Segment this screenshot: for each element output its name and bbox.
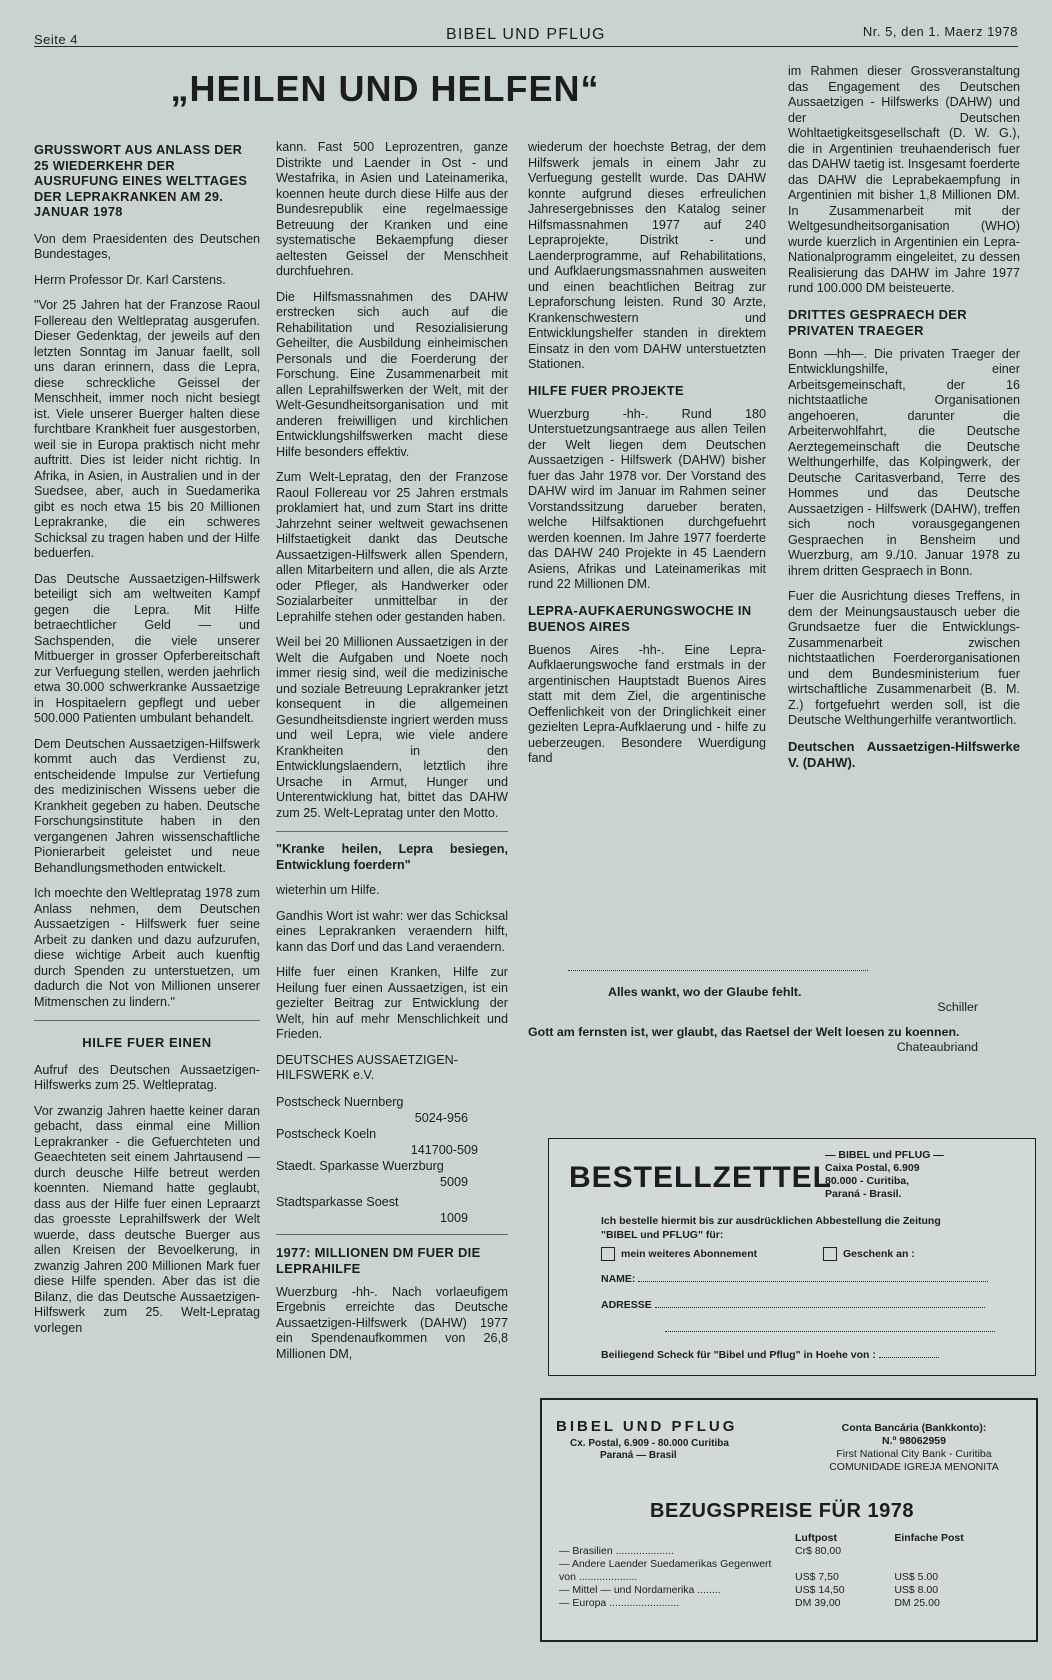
paragraph: Fuer die Ausrichtung dieses Treffens, in dem der Meinungsaustausch ueber die Grundsaetze fuer die Entwicklungs-Zusammenarbeit zwischen nichtstaatlichen Foerderorganisationen und dem Bundesministerium fuer wirtschaftliche Zusammenarbeit (B. M. Z.) fortgefuehrt werden soll, ist die Deutsche Welthungerhilfe verantwortlich. bbox=[788, 589, 1020, 727]
paragraph: Die Hilfsmassnahmen des DAHW erstrecken sich auch auf die Rehabilitation und Resozialisierung Geheilter, die Ausbildung einheimischen Personals und die Foerderung der Forschung. Eine Zusammenarbeit mit allen Leprahilfswerken der Welt, mit der Welt-Gesundheitsorganisation und mit anderen freiwilligen und kirchlichen Entwicklungshilfswerken macht diese Hilfe besonders effektiv. bbox=[276, 289, 508, 459]
price-table bbox=[556, 1532, 1026, 1610]
paragraph: kann. Fast 500 Leprozentren, ganze Distrikte und Laender in Ost - und Westafrika, in Asien und Lateinamerika, koennen heute durch diese Hilfe aus der Bundesrepublik eine regelmaessige Betreuung der Kranken und eine systematische Bekaempfung dieser aeltesten Geissel der Menschheit durchfuehren. bbox=[276, 140, 508, 278]
paper-title: BIBEL UND PFLUG bbox=[446, 26, 606, 43]
order-options bbox=[601, 1247, 1025, 1261]
option-label: mein weiteres Abonnement bbox=[621, 1247, 758, 1260]
order-statement: Ich bestelle hiermit bis zur ausdrücklichen Abbestellung die Zeitung bbox=[601, 1215, 941, 1227]
order-address bbox=[825, 1149, 1025, 1201]
paragraph: Von dem Praesidenten des Deutschen Bundestages, bbox=[34, 231, 260, 261]
paragraph: Bonn —hh—. Die privaten Traeger der Entwicklungshilfe, einer Arbeitsgemeinschaft, der 16 nichtstaatliche Organisationen angehoeren, darunter die Arbeiterwohlfahrt, die Deutsche Aerztegemeinschaft die Deutsche Welthungerhilfe, das Kolpingwerk, der Deutsche Caritasverband, Terre des Hommes und das Deutsche Aussaetzigen - Hilfswerk (DAHW), treffen sich noch vorausgegangenen Gespraechen in Bensheim und Wuerzburg, am 9./10. Januar 1978 zu ihrem dritten Gespraech in Bonn. bbox=[788, 346, 1020, 578]
name-field[interactable] bbox=[638, 1281, 988, 1282]
account-number: 5024-956 bbox=[414, 1110, 468, 1125]
bank-line: COMUNIDADE IGREJA MENONITA bbox=[829, 1461, 999, 1473]
address-line: — BIBEL und PFLUG — bbox=[825, 1149, 944, 1161]
paragraph: im Rahmen dieser Grossveranstaltung das Engagement des Deutschen Aussaetzigen - Hilfswerks (DAHW) und der Deutschen Wohltaetigkeitsgesellschaft (D. W. G.), die in Argentinien treuhaenderisch fuer das DAHW taetig ist. Insgesamt foerderte das DAHW die Leprabekaempfung in Argentinien mit bisher 1,8 Millionen DM. In Zusammenarbeit mit der Weltgesundheitsorganisation (WHO) wurde kuerzlich in Argentinien ein Lepra-Nationalprogramm eingeleitet, zu dessen Realisierung das DAHW im Jahre 1977 rund 100.000 DM beisteuerte. bbox=[788, 64, 1020, 295]
address-row-2 bbox=[665, 1323, 1025, 1335]
table-cell: US$ 5.00 bbox=[894, 1571, 939, 1583]
account-label: Stadtsparkasse Soest bbox=[276, 1194, 399, 1209]
section-heading: LEPRA-AUFKAERUNGSWOCHE IN BUENOS AIRES bbox=[528, 602, 752, 634]
table-header: Einfache Post bbox=[894, 1532, 964, 1544]
table-row bbox=[556, 1558, 1026, 1584]
paragraph: Zum Welt-Lepratag, den der Franzose Raoul Follereau vor 25 Jahren erstmals proklamiert hat, und zum Start ins dritte Jahrzehnt seiner weltweit gewachsenen Hilfstaetigkeit dankt das Deutsche Aussaetzigen-Hilfswerk allen Spendern, allen Mitarbeitern und allen, die als Arzte oder Pfleger, als Handwerker oder Sozialarbeiter unmittelbar in der Leprahilfe stehen oder gestanden haben. bbox=[276, 470, 508, 624]
account-number: 1009 bbox=[439, 1210, 468, 1225]
paragraph: "Vor 25 Jahren hat der Franzose Raoul Follereau den Weltlepratag ausgerufen. Dieser Gedenktag, der jeweils auf den letzten Sonntag im Januar faellt, soll uns daran erinnern, dass die Lepra, diese schreckliche Geissel der Menschheit, immer noch nicht besiegt ist. Viele unserer Buerger halten diese furchtbare Krankheit fuer ausgestorben, weil sie in Europa praktisch nicht mehr auftritt. Dies ist leider nicht richtig. In Afrika, in Asien, in Australien und in der Suedsee, aber, auch in Suedamerika gibt es noch etwa 15 bis 20 Millionen Leprakranke, die ein schweres Schicksal zu tragen haben und der Hilfe beduerfen. bbox=[34, 298, 260, 560]
quote: Gott am fernsten ist, wer glaubt, das Raetsel der Welt loesen zu koennen. bbox=[528, 1025, 960, 1039]
subscription-box bbox=[540, 1398, 1038, 1642]
table-header bbox=[556, 1532, 792, 1545]
paragraph: Wuerzburg -hh-. Nach vorlaeufigem Ergebnis erreichte das Deutsche Aussaetzigen-Hilfswerk (DAHW) 1977 ein Spendenaufkommen von 26,8 Millionen DM, bbox=[276, 1284, 508, 1361]
section-heading: HILFE FUER PROJEKTE bbox=[528, 382, 684, 398]
table-row bbox=[556, 1584, 1026, 1597]
paragraph: Vor zwanzig Jahren haette keiner daran gebacht, dass einmal eine Million Leprakranker - die Gefuerchteten und Geaechteten seit einem Jahrtausend — durch deusche Hilfe betreut werden koennten. Niemand hatte geglaubt, dass aus der Hilfe fuer einen Lepraarzt das groesste Leprahilfswerk der Welt wuerde, dass deutsche Buerger aus allen Kreisen der Bevoelkerung, in zwanzig Jahren 200 Millionen Mark fuer diese Hilfe spenden. Aber das ist die Bilanz, die das Deutsche Aussaetzigen-Hilfswerk zum 25. Welt-Lepratag vorlegen bbox=[34, 1103, 260, 1335]
address-field[interactable] bbox=[655, 1307, 985, 1308]
table-header-row bbox=[556, 1532, 1026, 1545]
table-cell: — Andere Laender Suedamerikas Gegenwert von .................... bbox=[559, 1558, 772, 1583]
paper-name: BIBEL UND PFLUG bbox=[556, 1418, 738, 1435]
column-1 bbox=[34, 140, 260, 1346]
paper-address bbox=[570, 1438, 729, 1462]
address-row bbox=[601, 1299, 1025, 1311]
paragraph: wieterhin um Hilfe. bbox=[276, 883, 380, 897]
quotes bbox=[528, 970, 1038, 1055]
address-field-2[interactable] bbox=[665, 1331, 995, 1332]
signature: Deutschen Aussaetzigen-Hilfswerke V. (DAHW). bbox=[788, 738, 1020, 770]
option-label: Geschenk an : bbox=[843, 1247, 915, 1260]
account-label: Postscheck Koeln bbox=[276, 1126, 377, 1141]
paragraph: Ich moechte den Weltlepratag 1978 zum Anlass nehmen, dem Deutschen Aussaetzigen - Hilfswerk fuer seine Arbeit zu danken und dazu aufzurufen, diese wichtige Arbeit auch kuenftig durch Spenden zu unterstuetzen, um dadurch die Not von Millionen unserer Mitmenschen zu lindern." bbox=[34, 886, 260, 1009]
paragraph: Wuerzburg -hh-. Rund 180 Unterstuetzungsantraege aus allen Teilen der Welt liegen dem Deutschen Aussaetzigen - Hilfswerk (DAHW) bisher fuer das Jahr 1978 vor. Der Vorstand des DAHW wird im Januar im Rahmen seiner Vorstandssitzung darueber beraten, welche Hilfsaktionen durchgefuehrt werden koennen. Im Jahre 1977 foerderte das DAHW 240 Projekte in 45 Laendern Asiens, Afrikas und Lateinamerikas mit rund 22 Millionen DM. bbox=[528, 406, 766, 591]
order-statement: "BIBEL und PFLUG" für: bbox=[601, 1229, 724, 1241]
account-label: Postscheck Nuernberg bbox=[276, 1094, 404, 1109]
name-label: NAME: bbox=[601, 1273, 636, 1285]
paragraph: Hilfe fuer einen Kranken, Hilfe zur Heilung fuer einen Aussaetzigen, ist ein gezielter Beitrag zur Entwicklung der Welt, hin auf mehr Menschlichkeit und Frieden. bbox=[276, 965, 508, 1041]
table-cell: — Europa ........................ bbox=[559, 1597, 680, 1609]
table-cell: — Mittel — und Nordamerika ........ bbox=[559, 1584, 721, 1596]
column-4 bbox=[788, 64, 1020, 771]
gift-checkbox[interactable] bbox=[823, 1247, 837, 1261]
price-title: BEZUGSPREISE FÜR 1978 bbox=[650, 1500, 914, 1522]
section-heading: HILFE FUER EINEN bbox=[82, 1035, 212, 1050]
account-list bbox=[276, 1094, 508, 1226]
divider bbox=[276, 831, 508, 832]
divider bbox=[568, 970, 868, 971]
greeting-heading: GRUSSWORT AUS ANLASS DER 25 WIEDERKEHR DER AUSRUFUNG EINES WELTTAGES DER LEPRAKRANKEN AM 29. JANUAR 1978 bbox=[34, 142, 248, 219]
quote: Alles wankt, wo der Glaube fehlt. bbox=[608, 985, 802, 999]
account-number: 141700-509 bbox=[410, 1142, 478, 1157]
address-line: 80.000 - Curitiba, bbox=[825, 1175, 910, 1187]
bank-line: First National City Bank - Curitiba bbox=[836, 1448, 992, 1460]
address-line: Paraná - Brasil. bbox=[825, 1188, 902, 1200]
paragraph: Buenos Aires -hh-. Eine Lepra-Aufklaerungswoche fand erstmals in der argentinischen Hauptstadt Buenos Aires statt mit dem Ziel, die argentinische Oeffenlichkeit von der Dringlichkeit einer gezielten Lepra-Aufklaerung und - hilfe zu ueberzeugen. Besondere Wuerdigung fand bbox=[528, 642, 766, 765]
table-header: Luftpost bbox=[795, 1532, 837, 1544]
table-cell: US$ 8.00 bbox=[894, 1584, 939, 1596]
address-label: ADRESSE bbox=[601, 1299, 652, 1311]
table-cell: DM 39,00 bbox=[795, 1597, 841, 1609]
table-cell: US$ 14,50 bbox=[795, 1584, 845, 1596]
order-form bbox=[548, 1138, 1036, 1376]
paragraph: Dem Deutschen Aussaetzigen-Hilfswerk kommt auch das Verdienst zu, entscheidende Impulse zur Vertiefung des medizinischen Wissens ueber die Krankheit gegeben zu haben. Deutsche Forschungsinstitute haben in den vergangenen Jahren wissenschaftliche Pionierarbeit geleistet und neue Behandlungsmethoden entwickelt. bbox=[34, 736, 260, 875]
column-3 bbox=[528, 140, 766, 777]
paragraph: Weil bei 20 Millionen Aussaetzigen in der Welt die Aufgaben und Noete noch immer riesig sind, weil die medizinische und soziale Betreuung Leprakranker jetzt konsequent in die allgemeinen Gesundheitsdienste ingriert werden muss und weil Lepra, wie viele andere Krankheiten in den Entwicklungslaendern, letztlich ihre Ursache in Armut, Hunger und Unterentwicklung hat, bittet das DAHW zum 25. Welt-Lepratag unter den Motto. bbox=[276, 635, 508, 820]
name-row bbox=[601, 1273, 1025, 1285]
order-form-title: BESTELLZETTEL bbox=[569, 1161, 832, 1194]
paragraph: Gandhis Wort ist wahr: wer das Schicksal eines Leprakranken veraendern hilft, kann das Dorf und das Land veraendern. bbox=[276, 908, 508, 954]
table-cell: US$ 7,50 bbox=[795, 1571, 839, 1583]
page-number: Seite 4 bbox=[34, 32, 78, 47]
organization-name: DEUTSCHES AUSSAETZIGEN-HILFSWERK e.V. bbox=[276, 1052, 458, 1082]
paragraph: wiederum der hoechste Betrag, der dem Hilfswerk jemals in einem Jahr zu Verfuegung gestellt wurde. Das DAHW konnte aufgrund dieses erfreulichen Jahresergebnisses den Katalog seiner Hilfsmassnahmen 1977 auf 240 Lepraprojekte, Distrikt - und Laenderprogramme, auf Rehabilitations, und Aufklaerungsmassnahmen ausweiten und einen beachtlichen Beitrag zur Lepraforschung leisten. Rund 30 Arzte, Krankenschwestern und Entwicklungshelfer standen in direktem Einsatz in den vom DAHW unterstuetzten Stationen. bbox=[528, 140, 766, 371]
headline: „HEILEN UND HELFEN“ bbox=[170, 68, 600, 109]
paragraph: Aufruf des Deutschen Aussaetzigen-Hilfswerks zum 25. Weltlepratag. bbox=[34, 1062, 260, 1092]
cheque-label: Beiliegend Scheck für "Bibel und Pflug" in Hoehe von : bbox=[601, 1349, 876, 1361]
section-heading: DRITTES GESPRAECH DER PRIVATEN TRAEGER bbox=[788, 306, 967, 338]
table-cell: — Brasilien .................... bbox=[559, 1545, 674, 1557]
running-header bbox=[34, 24, 1018, 47]
table-row bbox=[556, 1597, 1026, 1610]
address-line: Paraná — Brasil bbox=[600, 1450, 677, 1461]
column-2 bbox=[276, 140, 508, 1372]
subscription-checkbox[interactable] bbox=[601, 1247, 615, 1261]
quote-author: Chateaubriand bbox=[896, 1040, 978, 1054]
table-cell: Cr$ 80,00 bbox=[795, 1545, 842, 1557]
bank-account bbox=[804, 1422, 1024, 1474]
divider bbox=[276, 1234, 508, 1235]
table-cell bbox=[891, 1545, 1026, 1558]
table-cell: DM 25.00 bbox=[894, 1597, 940, 1609]
quote-author: Schiller bbox=[937, 1000, 978, 1014]
account-label: Staedt. Sparkasse Wuerzburg bbox=[276, 1158, 444, 1173]
paragraph: Herrn Professor Dr. Karl Carstens. bbox=[34, 272, 226, 287]
divider bbox=[34, 1020, 260, 1021]
account-number: 5009 bbox=[439, 1174, 468, 1189]
issue-date: Nr. 5, den 1. Maerz 1978 bbox=[862, 24, 1018, 39]
address-line: Caixa Postal, 6.909 bbox=[825, 1162, 920, 1174]
paragraph: Das Deutsche Aussaetzigen-Hilfswerk beteiligt sich am weltweiten Kampf gegen die Lepra. Mit Hilfe betraechtlicher Geld — und Sachspenden, die viele unserer Mitbuerger in grosser Opferbereitschaft zur Verfuegung stellen, werden jaehrlich etwa 30.000 schwerkranke Aussaetzige in Hospitaelern gepflegt und ueber 500.000 Patienten umbulant behandelt. bbox=[34, 571, 260, 725]
section-heading: 1977: MILLIONEN DM FUER DIE LEPRAHILFE bbox=[276, 1244, 481, 1276]
address-line: Cx. Postal, 6.909 - 80.000 Curitiba bbox=[570, 1438, 729, 1449]
cheque-row bbox=[601, 1349, 1025, 1361]
motto: "Kranke heilen, Lepra besiegen, Entwicklung foerdern" bbox=[276, 842, 508, 872]
cheque-amount-field[interactable] bbox=[879, 1357, 939, 1358]
bank-line: N.º 98062959 bbox=[882, 1435, 946, 1447]
bank-line: Conta Bancária (Bankkonto): bbox=[841, 1422, 987, 1434]
table-row bbox=[556, 1545, 1026, 1558]
